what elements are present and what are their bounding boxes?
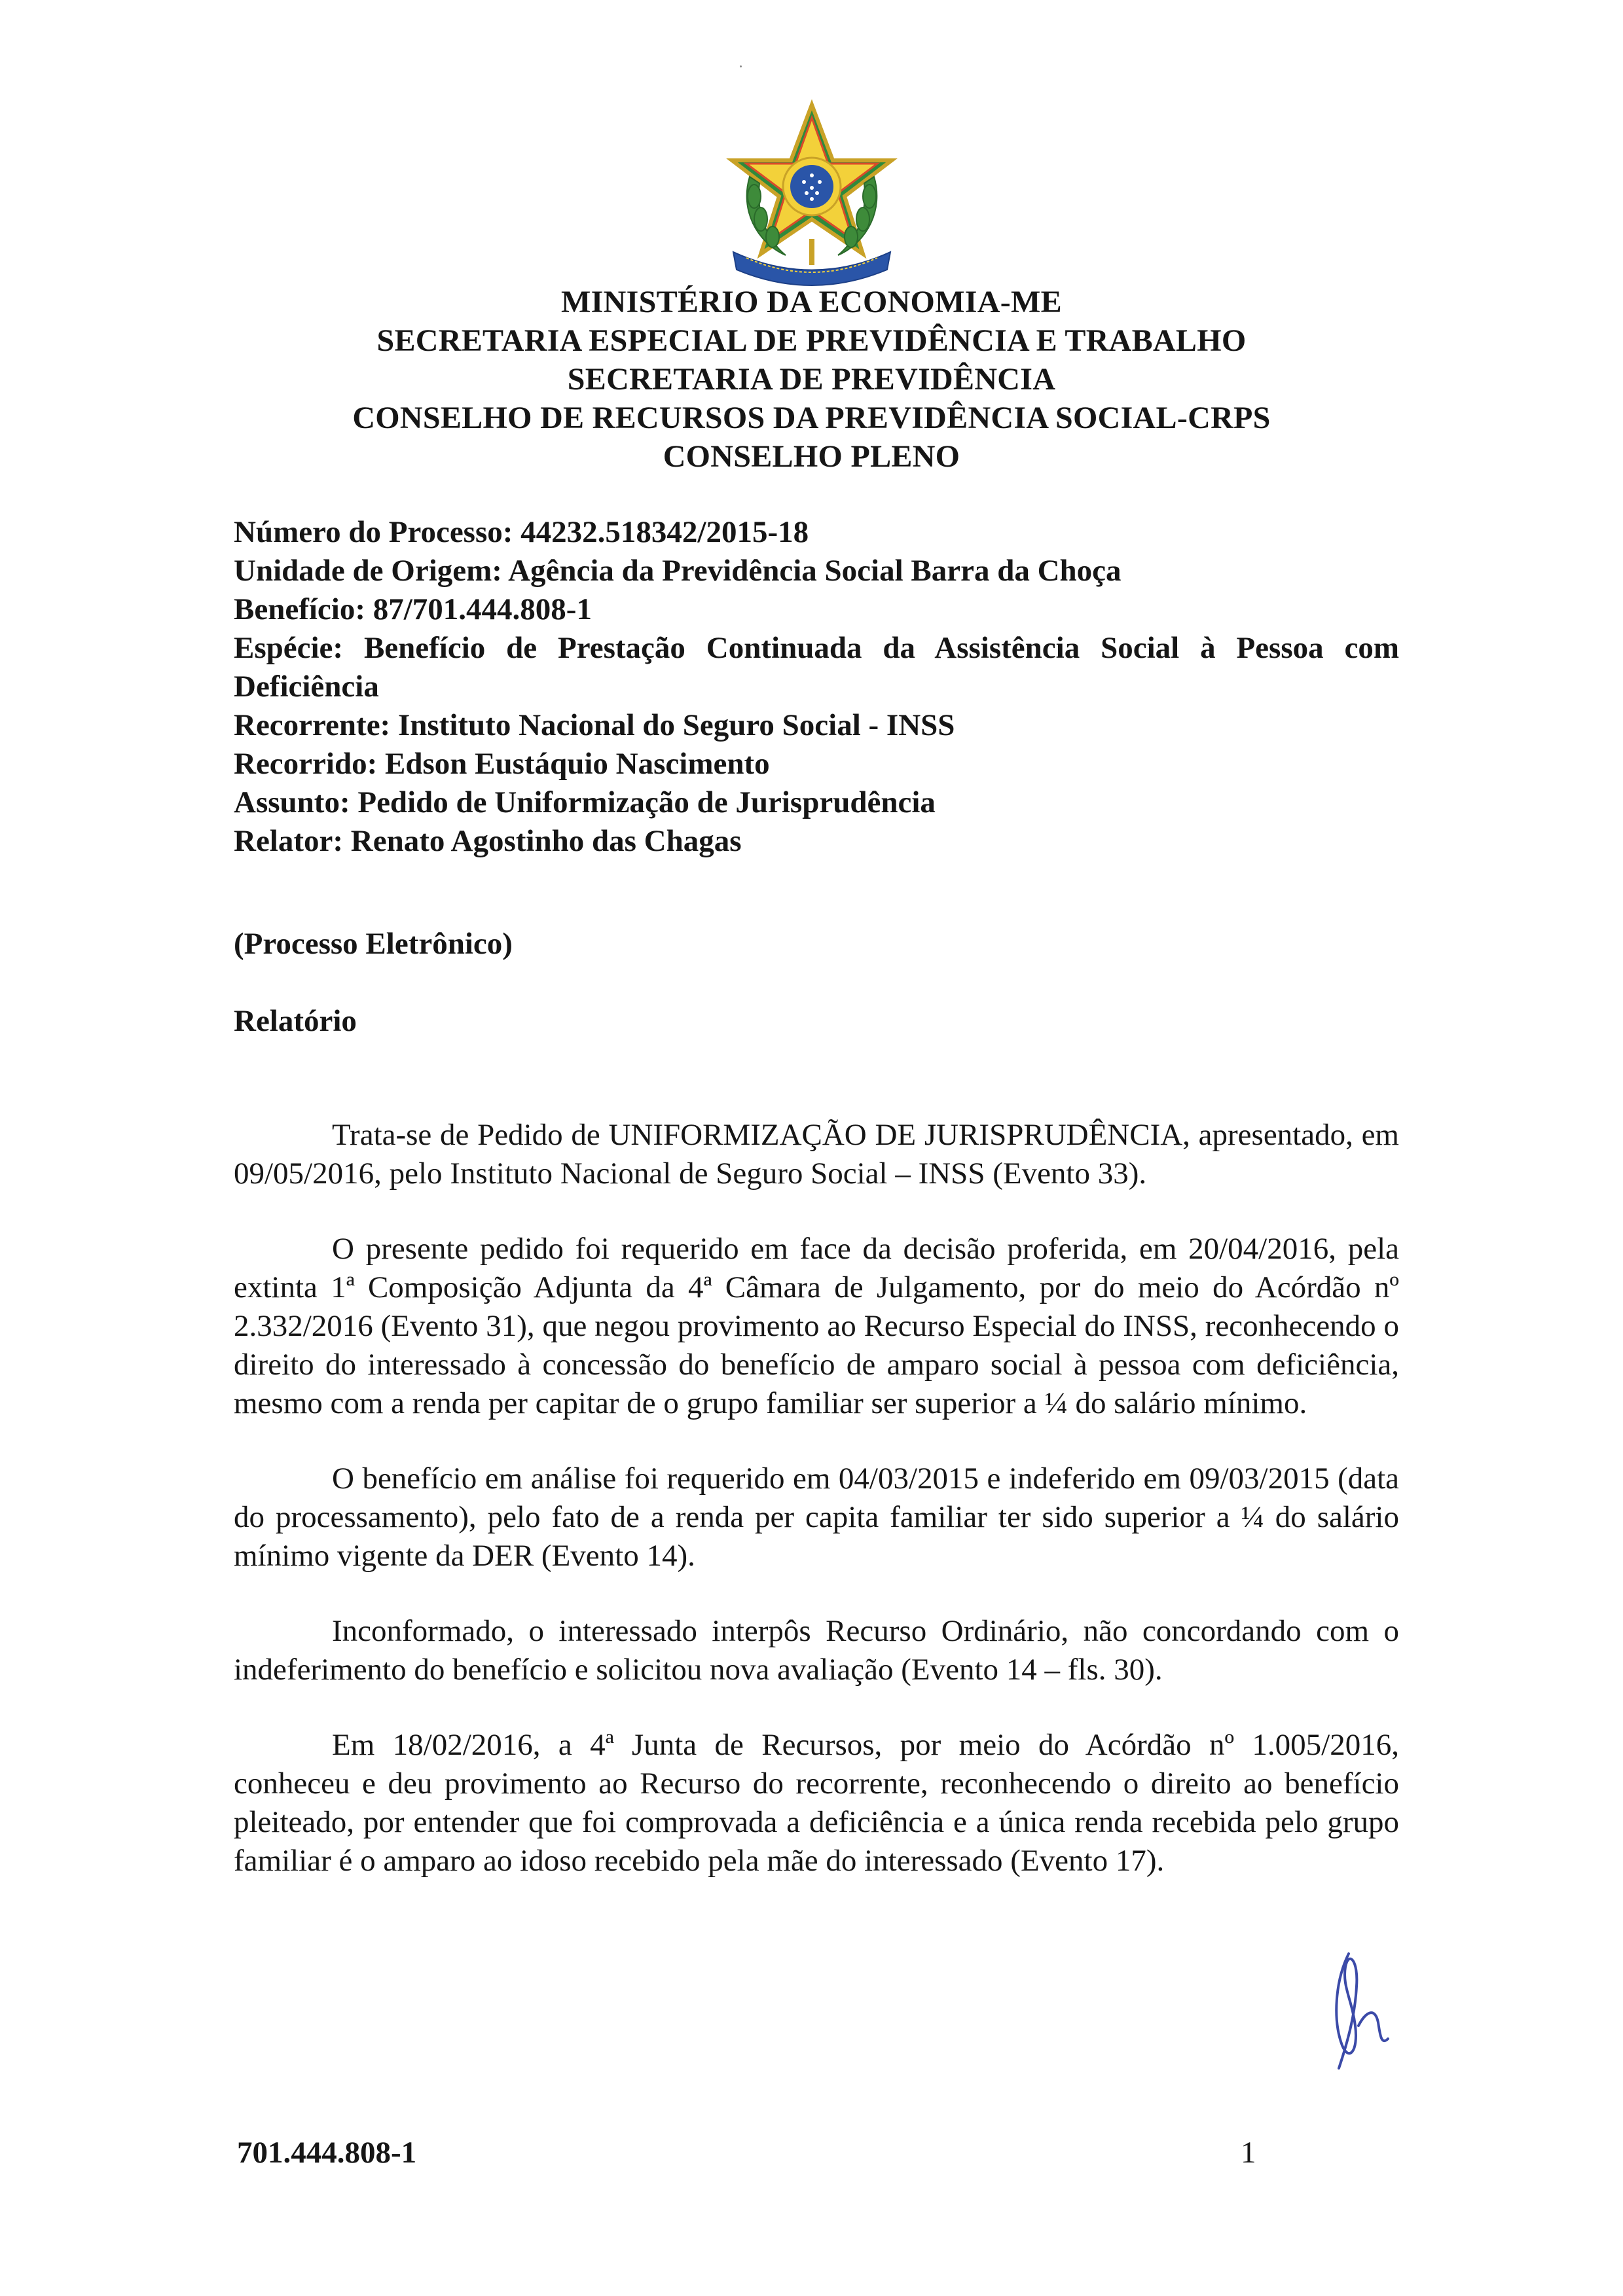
brazil-coat-of-arms-emblem (720, 98, 903, 295)
process-number: Número do Processo: 44232.518342/2015-18 (234, 515, 809, 549)
paragraph-5: Em 18/02/2016, a 4ª Junta de Recursos, por meio do Acórdão nº 1.005/2016, conheceu e deu provimento ao Recurso do recorrente, reconhecendo o direito ao benefício pleiteado, por entender que foi comprovada a deficiência e a única renda recebida pelo grupo familiar é o amparo ao idoso recebido pela mãe do interessado (Evento 17). (234, 1728, 1399, 1878)
appellant: Recorrente: Instituto Nacional do Seguro Social - INSS (234, 708, 955, 742)
emblem-sword (809, 239, 814, 265)
report-body (234, 1116, 1399, 1917)
origin-unit: Unidade de Origem: Agência da Previdência Social Barra da Choça (234, 554, 1122, 588)
institution-header (0, 283, 1623, 476)
scan-speck (740, 65, 742, 67)
subject: Assunto: Pedido de Uniformização de Jurisprudência (234, 785, 936, 819)
header-council: CONSELHO DE RECURSOS DA PREVIDÊNCIA SOCIAL-CRPS (352, 401, 1271, 435)
rapporteur: Relator: Renato Agostinho das Chagas (234, 824, 742, 858)
benefit-number: Benefício: 87/701.444.808-1 (234, 592, 592, 626)
footer-document-id: 701.444.808-1 (237, 2136, 417, 2170)
benefit-type-line1: Espécie: Benefício de Prestação Continuada da Assistência Social à Pessoa com (234, 631, 1399, 665)
header-special-secretariat: SECRETARIA ESPECIAL DE PREVIDÊNCIA E TRABALHO (376, 323, 1247, 358)
paragraph-3: O benefício em análise foi requerido em 04/03/2015 e indeferido em 09/03/2015 (data do processamento), pelo fato de a renda per capita familiar ter sido superior a ¼ do salário mínimo vigente da DER (Evento 14). (234, 1462, 1399, 1573)
benefit-type-line2: Deficiência (234, 670, 379, 704)
respondent: Recorrido: Edson Eustáquio Nascimento (234, 747, 770, 781)
page-number: 1 (1241, 2136, 1256, 2170)
header-plenary: CONSELHO PLENO (663, 439, 960, 474)
header-ministry: MINISTÉRIO DA ECONOMIA-ME (561, 285, 1062, 319)
report-heading: Relatório (234, 1004, 357, 1038)
electronic-process-label: (Processo Eletrônico) (234, 927, 513, 961)
handwritten-initials (1322, 1941, 1401, 2072)
paragraph-2: O presente pedido foi requerido em face da decisão proferida, em 20/04/2016, pela extinta 1ª Composição Adjunta da 4ª Câmara de Julgamento, por do meio do Acórdão nº 2.332/2016 (Evento 31), que negou provimento ao Recurso Especial do INSS, reconhecendo o direito do interessado à concessão do benefício de amparo social à pessoa com deficiência, mesmo com a renda per capitar de o grupo familiar ser superior a ¼ do salário mínimo. (234, 1232, 1399, 1420)
header-secretariat: SECRETARIA DE PREVIDÊNCIA (567, 362, 1056, 397)
paragraph-4: Inconformado, o interessado interpôs Recurso Ordinário, não concordando com o indeferimento do benefício e solicitou nova avaliação (Evento 14 – fls. 30). (234, 1614, 1399, 1687)
paragraph-1: Trata-se de Pedido de UNIFORMIZAÇÃO DE JURISPRUDÊNCIA, apresentado, em 09/05/2016, pelo Instituto Nacional de Seguro Social – INSS (Evento 33). (234, 1118, 1399, 1191)
process-metadata (234, 513, 1399, 861)
